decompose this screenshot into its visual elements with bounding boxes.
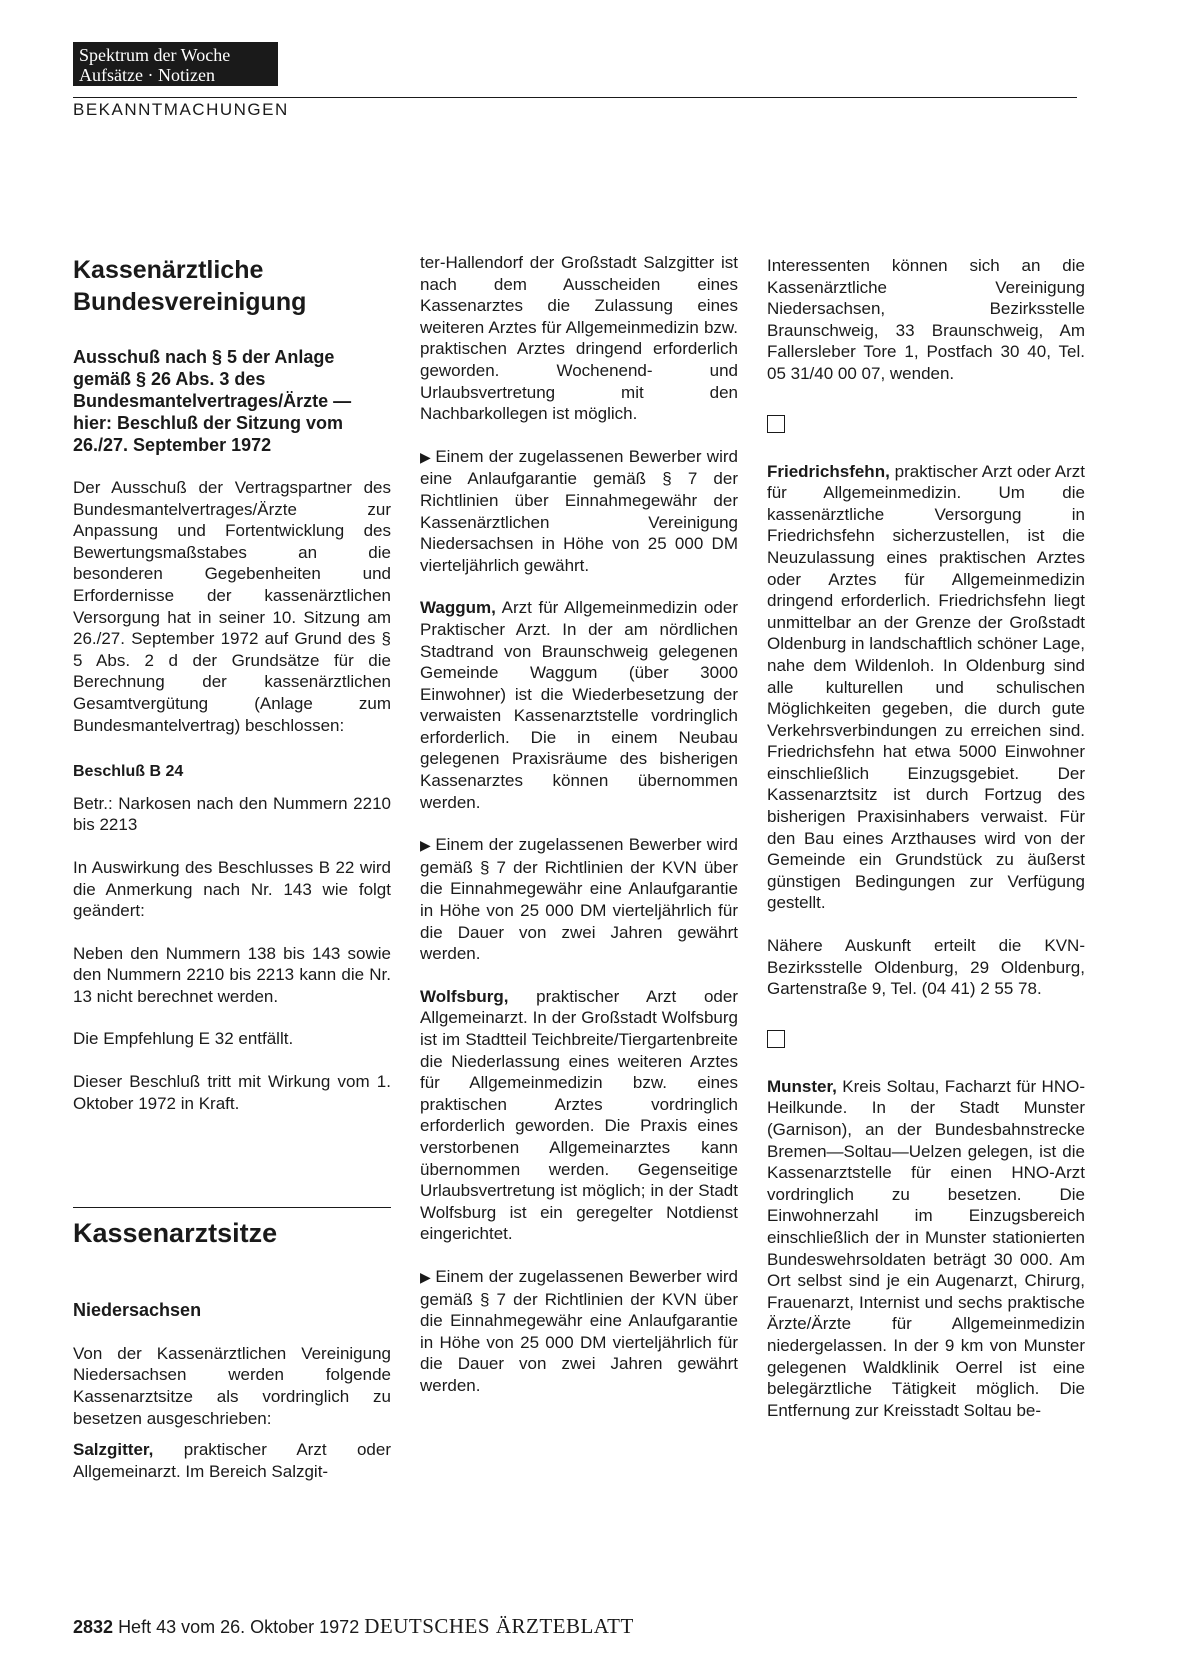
paragraph: Der Ausschuß der Vertragspartner des Bundesmantelvertrages/Ärzte zur Anpassung und Fortentwicklung des Bewertungsmaßstabes an die besonderen Gegebenheiten und Erfordernisse der kassenärztlichen Versorgung hat in seiner 10. Sitzung am 26./27. September 1972 auf Grund des § 5 Abs. 2 d der Grundsätze für die Berechnung der kassenärztlichen Gesamtvergütung (Anlage zum Bundesmantelvertrag) beschlossen: bbox=[73, 478, 391, 735]
paragraph: Die Empfehlung E 32 entfällt. bbox=[73, 1029, 294, 1049]
issue-info: Heft 43 vom 26. Oktober 1972 bbox=[118, 1617, 360, 1637]
paragraph: Nähere Auskunft erteilt die KVN-Bezirksstelle Oldenburg, 29 Oldenburg, Gartenstraße 9, Tel. (04 41) 2 55 78. bbox=[767, 936, 1085, 999]
guarantee-text: Einem der zugelassenen Bewerber wird eine Anlaufgarantie gemäß § 7 der Richtlinien über Einnahmegewähr der Kassenärztlichen Vereinigung Niedersachsen in Höhe von 25 000 DM vierteljährlich gewährt. bbox=[420, 446, 738, 575]
listing-place: Waggum, bbox=[420, 598, 496, 618]
arrow-right-icon: ▶ bbox=[420, 837, 432, 854]
square-separator-icon bbox=[767, 1030, 785, 1048]
listing-munster bbox=[767, 1076, 1085, 1422]
listing-place: Wolfsburg, bbox=[420, 986, 509, 1006]
listing-salzgitter bbox=[73, 1439, 391, 1482]
listing-wolfsburg bbox=[420, 986, 738, 1245]
column-3 bbox=[767, 255, 1085, 1421]
listing-place: Friedrichsfehn, bbox=[767, 461, 890, 481]
section-rule bbox=[73, 1207, 391, 1208]
region-heading: Niedersachsen bbox=[73, 1300, 202, 1321]
badge-line-2: Aufsätze · Notizen bbox=[79, 65, 215, 85]
resolution-heading: Beschluß B 24 bbox=[73, 763, 184, 781]
listing-text: Kreis Soltau, Facharzt für HNO-Heilkunde. In der Stadt Munster (Garnison), an der Bundesbahnstrecke Bremen—Soltau—Uelzen gelegen, ist die Kassenarztstelle für einen HNO-Arzt vordringlich zu besetzen. Die Einwohnerzahl im Einzugsbereich einschließlich der in Munster stationierten Bundeswehrsoldaten beträgt 30 000. Am Ort selbst sind je ein Augenarzt, Chirurg, Frauenarzt, Internist und sechs praktische Ärzte/Ärzte für Allgemeinmedizin niedergelassen. In der 9 km von Munster gelegenen Waldklinik Oerrel ist eine belegärztliche Tätigkeit möglich. Die Entfernung zur Kreisstadt Soltau be- bbox=[767, 1076, 1085, 1420]
journal-name: DEUTSCHES ÄRZTEBLATT bbox=[364, 1614, 634, 1638]
listing-text: praktischer Arzt oder Arzt für Allgemeinmedizin. Um die kassenärztliche Versorgung in Friedrichsfehn sicherzustellen, ist die Neuzulassung eines praktischen Arztes oder Arztes für Allgemeinmedizin dringend erforderlich. Friedrichsfehn liegt unmittelbar an der Grenze der Großstadt Oldenburg in landschaftlich schöner Lage, nahe dem Wildenloh. In Oldenburg sind alle kulturellen und schulischen Möglichkeiten gegeben, die durch gute Verkehrsverbindungen zu erreichen sind. Friedrichsfehn hat etwa 5000 Einwohner einschließlich Einzugsgebiet. Der Kassenarztsitz ist durch Fortzug des bisherigen Praxisinhabers verwaist. Für den Bau eines Arzthauses wird von der Gemeinde ein Grundstück zu äußerst günstigen Bedingungen zur Verfügung gestellt. bbox=[767, 461, 1085, 913]
square-separator-icon bbox=[767, 415, 785, 433]
paragraph: Interessenten können sich an die Kassenärztliche Vereinigung Niedersachsen, Bezirksstelle Braunschweig, 33 Braunschweig, Am Fallersleber Tore 1, Postfach 30 40, Tel. 05 31/40 00 07, wenden. bbox=[767, 256, 1085, 383]
arrow-right-icon: ▶ bbox=[420, 1268, 432, 1285]
section-badge bbox=[73, 42, 278, 86]
listing-place: Salzgitter, bbox=[73, 1440, 154, 1460]
page-number: 2832 bbox=[73, 1617, 114, 1637]
column-2 bbox=[420, 252, 738, 1397]
listing-text: praktischer Arzt oder Allgemeinarzt. Im Bereich Salzgit- bbox=[73, 1440, 391, 1481]
guarantee-text: Einem der zugelassenen Bewerber wird gemäß § 7 der Richtlinien der KVN über die Einnahmegewähr eine Anlaufgarantie in Höhe von 25 000 DM vierteljährlich für die Dauer von zwei Jahren gewährt werden. bbox=[420, 835, 738, 964]
guarantee-text: Einem der zugelassenen Bewerber wird gemäß § 7 der Richtlinien der KVN über die Einnahmegewähr eine Anlaufgarantie in Höhe von 25 000 DM vierteljährlich für die Dauer von zwei Jahren gewährt werden. bbox=[420, 1266, 738, 1395]
page-footer bbox=[73, 1614, 634, 1639]
header-rule bbox=[73, 97, 1077, 98]
guarantee-note bbox=[420, 1266, 738, 1397]
section-title: Kassenarztsitze bbox=[73, 1218, 278, 1249]
column-1 bbox=[73, 254, 391, 1482]
listing-text: praktischer Arzt oder Allgemeinarzt. In der Großstadt Wolfsburg ist im Stadtteil Teichbreite/Tiergartenbreite die Niederlassung eines weiteren Arztes für Allgemeinmedizin bzw. eines praktischen Arztes vordringlich erforderlich geworden. Die Praxis eines verstorbenen Allgemeinarztes kann übernommen werden. Gegenseitige Urlaubsvertretung ist möglich; in der Stadt Wolfsburg ist ein geregelter Notdienst eingerichtet. bbox=[420, 986, 738, 1244]
paragraph: In Auswirkung des Beschlusses B 22 wird die Anmerkung nach Nr. 143 wie folgt geändert: bbox=[73, 857, 391, 921]
section-label: BEKANNTMACHUNGEN bbox=[73, 100, 289, 119]
listing-friedrichsfehn bbox=[767, 461, 1085, 914]
paragraph: ter-Hallendorf der Großstadt Salzgitter ist nach dem Ausscheiden eines Kassenarztes die Zulassung eines weiteren Arztes für Allgemeinmedizin bzw. praktischen Arztes dringend erforderlich geworden. Wochenend- und Urlaubsvertretung mit den Nachbarkollegen ist möglich. bbox=[420, 253, 738, 424]
listing-waggum bbox=[420, 597, 738, 813]
paragraph: Von der Kassenärztlichen Vereinigung Niedersachsen werden folgende Kassenarztsitze als vordringlich zu besetzen ausgeschrieben: bbox=[73, 1343, 391, 1428]
guarantee-note bbox=[420, 834, 738, 965]
paragraph: Dieser Beschluß tritt mit Wirkung vom 1. Oktober 1972 in Kraft. bbox=[73, 1072, 391, 1113]
badge-line-1: Spektrum der Woche bbox=[79, 45, 231, 65]
article-subtitle: Ausschuß nach § 5 der Anlage gemäß § 26 Abs. 3 des Bundesmantelvertrages/Ärzte — hier: Beschluß der Sitzung vom 26./27. September 1972 bbox=[73, 347, 352, 455]
paragraph: Neben den Nummern 138 bis 143 sowie den Nummern 2210 bis 2213 kann die Nr. 13 nicht berechnet werden. bbox=[73, 943, 391, 1006]
paragraph: Betr.: Narkosen nach den Nummern 2210 bis 2213 bbox=[73, 793, 391, 835]
arrow-right-icon: ▶ bbox=[420, 448, 432, 465]
guarantee-note bbox=[420, 446, 738, 577]
article-title: Kassenärztliche Bundesvereinigung bbox=[73, 256, 307, 316]
listing-place: Munster, bbox=[767, 1076, 837, 1096]
listing-text: Arzt für Allgemeinmedizin oder Praktischer Arzt. In der am nördlichen Stadtrand von Braunschweig gelegenen Gemeinde Waggum (über 3000 Einwohner) ist die Wiederbesetzung der verwaisten Kassenarztstelle vordringlich erforderlich. Die in einem Neubau gelegenen Praxisräume des bisherigen Kassenarztes können übernommen werden. bbox=[420, 598, 738, 812]
